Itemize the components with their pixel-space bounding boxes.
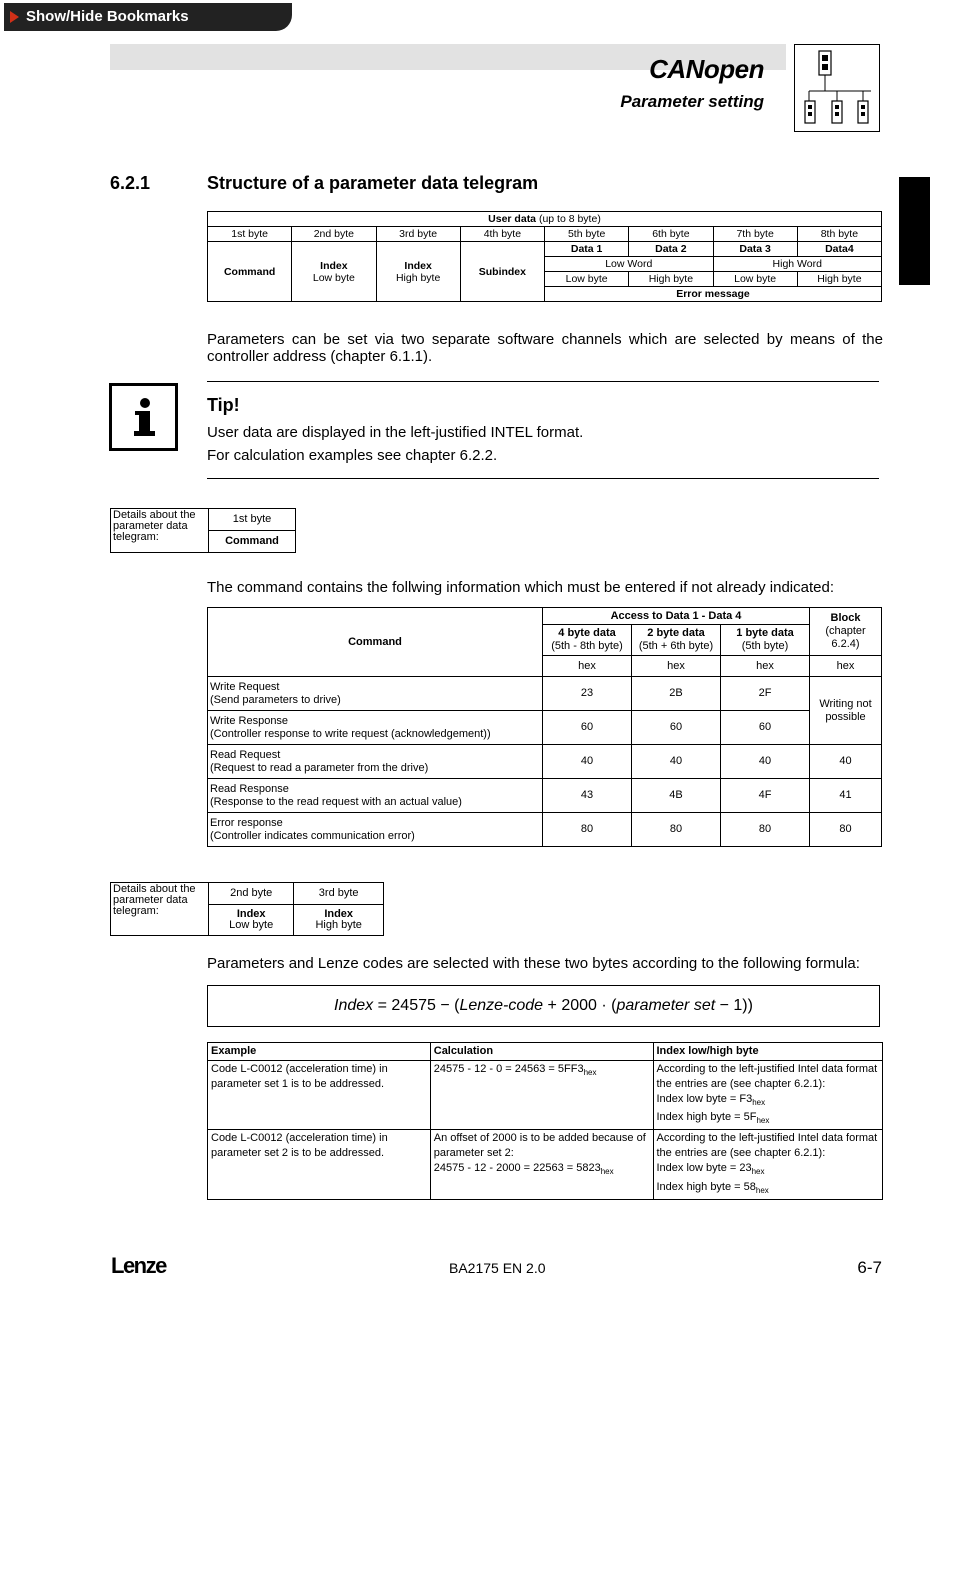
row-name: Error response xyxy=(210,816,283,829)
table-row xyxy=(208,779,882,813)
tip-title: Tip! xyxy=(207,395,240,415)
hex-subscript: hex xyxy=(756,1116,770,1126)
table-row xyxy=(208,745,882,779)
access-header: Access to Data 1 - Data 4 xyxy=(543,608,810,625)
network-logo-icon xyxy=(794,44,880,132)
calculation-result: 24575 - 12 - 2000 = 22563 = 5823 xyxy=(433,1162,601,1175)
writing-not-possible: Writing not possible xyxy=(810,677,882,745)
formula-eq: = 24575 − ( xyxy=(373,997,460,1014)
hex-subscript: hex xyxy=(600,1167,614,1177)
hex-subscript: hex xyxy=(752,1098,766,1108)
row-label xyxy=(208,677,543,711)
index-low-cell xyxy=(292,242,376,302)
value-4-byte: 60 xyxy=(543,711,632,745)
index-label: Index xyxy=(320,259,348,272)
details-command-table xyxy=(110,508,296,553)
index-formula xyxy=(207,985,880,1027)
hex-unit: hex xyxy=(632,656,721,677)
row-desc: (Controller indicates communication error) xyxy=(210,829,415,842)
value-4-byte: 80 xyxy=(543,813,632,847)
byte-8: 8th byte xyxy=(797,227,881,242)
user-data-note: (up to 8 byte) xyxy=(536,213,601,225)
row-label xyxy=(208,745,543,779)
value-1-byte: 40 xyxy=(721,745,810,779)
page-number: 6-7 xyxy=(857,1258,882,1277)
calculation-cell xyxy=(430,1061,653,1130)
row-name: Read Response xyxy=(210,782,289,795)
info-icon xyxy=(109,383,178,451)
hex-unit: hex xyxy=(810,656,882,677)
details-label: Details about the parameter data telegram: xyxy=(111,509,209,553)
index-low-cell xyxy=(209,905,294,936)
arrow-right-icon xyxy=(10,11,19,23)
value-1-byte: 4F xyxy=(721,779,810,813)
row-label xyxy=(208,711,543,745)
table-row xyxy=(208,1130,883,1199)
command-paragraph: The command contains the follwing information which must be entered if not already indicated: xyxy=(207,579,835,596)
index-high-cell xyxy=(376,242,460,302)
value-2-byte: 2B xyxy=(632,677,721,711)
divider xyxy=(207,381,879,382)
col-1-byte xyxy=(721,625,810,656)
value-2-byte: 40 xyxy=(632,745,721,779)
hex-subscript: hex xyxy=(583,1068,597,1078)
block-label: Block xyxy=(830,612,861,624)
page-subtitle: Parameter setting xyxy=(620,92,764,111)
low-byte: Low byte xyxy=(713,272,797,287)
value-block: 40 xyxy=(810,745,882,779)
byte-1: 1st byte xyxy=(208,227,292,242)
formula-index: Index xyxy=(334,997,374,1014)
byte-4: 4th byte xyxy=(460,227,544,242)
high-byte: High byte xyxy=(629,272,713,287)
low-byte-label: Low byte xyxy=(312,271,355,284)
hex-subscript: hex xyxy=(755,1185,769,1195)
calculation-cell xyxy=(430,1130,653,1199)
byte-7: 7th byte xyxy=(713,227,797,242)
index-label: Index xyxy=(404,259,432,272)
row-name: Write Response xyxy=(210,714,289,727)
table-row xyxy=(208,677,882,711)
low-word: Low Word xyxy=(545,257,714,272)
value-block: 41 xyxy=(810,779,882,813)
show-hide-bookmarks-button[interactable] xyxy=(4,3,292,31)
index-label: Index xyxy=(324,908,354,920)
col-4-sub: (5th - 8th byte) xyxy=(551,640,623,652)
table-row xyxy=(208,711,882,745)
data-4: Data4 xyxy=(797,242,881,257)
value-2-byte: 80 xyxy=(632,813,721,847)
intro-paragraph: Parameters can be set via two separate software channels which are selected by means of the controller address (chapter 6.1.1). xyxy=(207,331,883,365)
error-message: Error message xyxy=(545,287,882,302)
value-block: 80 xyxy=(810,813,882,847)
formula-plus: + 2000 · ( xyxy=(543,997,617,1014)
index-high-cell xyxy=(294,905,384,936)
index-label: Index xyxy=(236,908,266,920)
hex-unit: hex xyxy=(543,656,632,677)
command-cell: Command xyxy=(208,242,292,302)
formula-pset: parameter set xyxy=(616,997,716,1014)
byte-2: 2nd byte xyxy=(292,227,376,242)
calculation-text: 24575 - 12 - 0 = 24563 = 5FF3 xyxy=(433,1063,584,1075)
index-cell xyxy=(653,1130,883,1199)
formula-end: − 1)) xyxy=(715,997,753,1014)
index-low: Index low byte = F3 xyxy=(656,1093,753,1105)
value-2-byte: 60 xyxy=(632,711,721,745)
byte-3: 3rd byte xyxy=(294,883,384,905)
tip-line-2: For calculation examples see chapter 6.2.2. xyxy=(207,447,498,464)
tip-line-1: User data are displayed in the left-justified INTEL format. xyxy=(207,424,584,441)
index-cell xyxy=(653,1061,883,1130)
row-desc: (Response to the read request with an actual value) xyxy=(210,795,462,808)
example-cell: Code L-C0012 (acceleration time) in parameter set 1 is to be addressed. xyxy=(208,1061,431,1130)
high-byte-label: High byte xyxy=(315,919,362,931)
formula-code: Lenze-code xyxy=(459,997,544,1014)
byte-3: 3rd byte xyxy=(376,227,460,242)
byte-5: 5th byte xyxy=(545,227,629,242)
table-row xyxy=(208,1061,883,1130)
value-4-byte: 43 xyxy=(543,779,632,813)
command-header: Command xyxy=(208,608,543,677)
col-4-byte xyxy=(543,625,632,656)
byte-1: 1st byte xyxy=(209,509,296,531)
value-4-byte: 23 xyxy=(543,677,632,711)
chapter-side-tab xyxy=(899,177,930,285)
row-name: Write Request xyxy=(210,680,280,693)
user-data-label: User data xyxy=(488,213,537,225)
value-4-byte: 40 xyxy=(543,745,632,779)
byte-6: 6th byte xyxy=(629,227,713,242)
lenze-logo: Lenze xyxy=(111,1253,166,1278)
table-row xyxy=(208,813,882,847)
command-cell: Command xyxy=(209,531,296,553)
formula-paragraph: Parameters and Lenze codes are selected with these two bytes according to the following formula: xyxy=(207,955,860,972)
row-desc: (Send parameters to drive) xyxy=(210,693,341,706)
block-chapter: (chapter 6.2.4) xyxy=(825,625,866,650)
col-2-byte xyxy=(632,625,721,656)
example-table xyxy=(207,1042,883,1200)
value-1-byte: 60 xyxy=(721,711,810,745)
index-high: Index high byte = 5F xyxy=(656,1111,757,1124)
value-2-byte: 4B xyxy=(632,779,721,813)
col-2-sub: (5th + 6th byte) xyxy=(638,640,714,652)
command-table xyxy=(207,607,882,847)
col-2-label: 2 byte data xyxy=(647,627,705,639)
low-byte: Low byte xyxy=(545,272,629,287)
index-intro: According to the left-justified Intel data format the entries are (see chapter 6.2.1): xyxy=(656,1063,878,1090)
col-1-label: 1 byte data xyxy=(736,627,794,639)
col-1-sub: (5th byte) xyxy=(741,640,789,652)
index-low: Index low byte = 23 xyxy=(656,1162,752,1175)
col-4-label: 4 byte data xyxy=(558,627,616,639)
row-label xyxy=(208,813,543,847)
subindex-cell: Subindex xyxy=(460,242,544,302)
row-name: Read Request xyxy=(210,748,281,761)
high-word: High Word xyxy=(713,257,882,272)
value-1-byte: 80 xyxy=(721,813,810,847)
example-cell: Code L-C0012 (acceleration time) in parameter set 2 is to be addressed. xyxy=(208,1130,431,1199)
divider xyxy=(207,478,879,479)
hex-subscript: hex xyxy=(751,1167,765,1177)
page-title: CANopen xyxy=(649,54,764,84)
section-number: 6.2.1 xyxy=(110,173,151,193)
telegram-structure-table xyxy=(207,211,882,302)
details-label: Details about the parameter data telegram: xyxy=(111,883,209,936)
index-high: Index high byte = 58 xyxy=(656,1180,756,1193)
row-label xyxy=(208,779,543,813)
bookmarks-label: Show/Hide Bookmarks xyxy=(26,8,189,25)
example-header: Example xyxy=(208,1043,431,1061)
high-byte: High byte xyxy=(797,272,881,287)
low-byte-label: Low byte xyxy=(229,919,274,931)
section-title: Structure of a parameter data telegram xyxy=(207,173,539,193)
index-header: Index low/high byte xyxy=(653,1043,883,1061)
calculation-text: An offset of 2000 is to be added because of parameter set 2: xyxy=(433,1132,646,1160)
block-header xyxy=(810,608,882,656)
data-3: Data 3 xyxy=(713,242,797,257)
data-2: Data 2 xyxy=(629,242,713,257)
data-1: Data 1 xyxy=(545,242,629,257)
hex-unit: hex xyxy=(721,656,810,677)
value-1-byte: 2F xyxy=(721,677,810,711)
row-desc: (Request to read a parameter from the drive) xyxy=(210,761,429,774)
details-index-table xyxy=(110,882,384,936)
document-id: BA2175 EN 2.0 xyxy=(449,1260,546,1276)
row-desc: (Controller response to write request (acknowledgement)) xyxy=(210,727,491,740)
index-intro: According to the left-justified Intel data format the entries are (see chapter 6.2.1): xyxy=(656,1132,878,1160)
high-byte-label: High byte xyxy=(395,271,441,284)
calculation-header: Calculation xyxy=(430,1043,653,1061)
byte-2: 2nd byte xyxy=(209,883,294,905)
